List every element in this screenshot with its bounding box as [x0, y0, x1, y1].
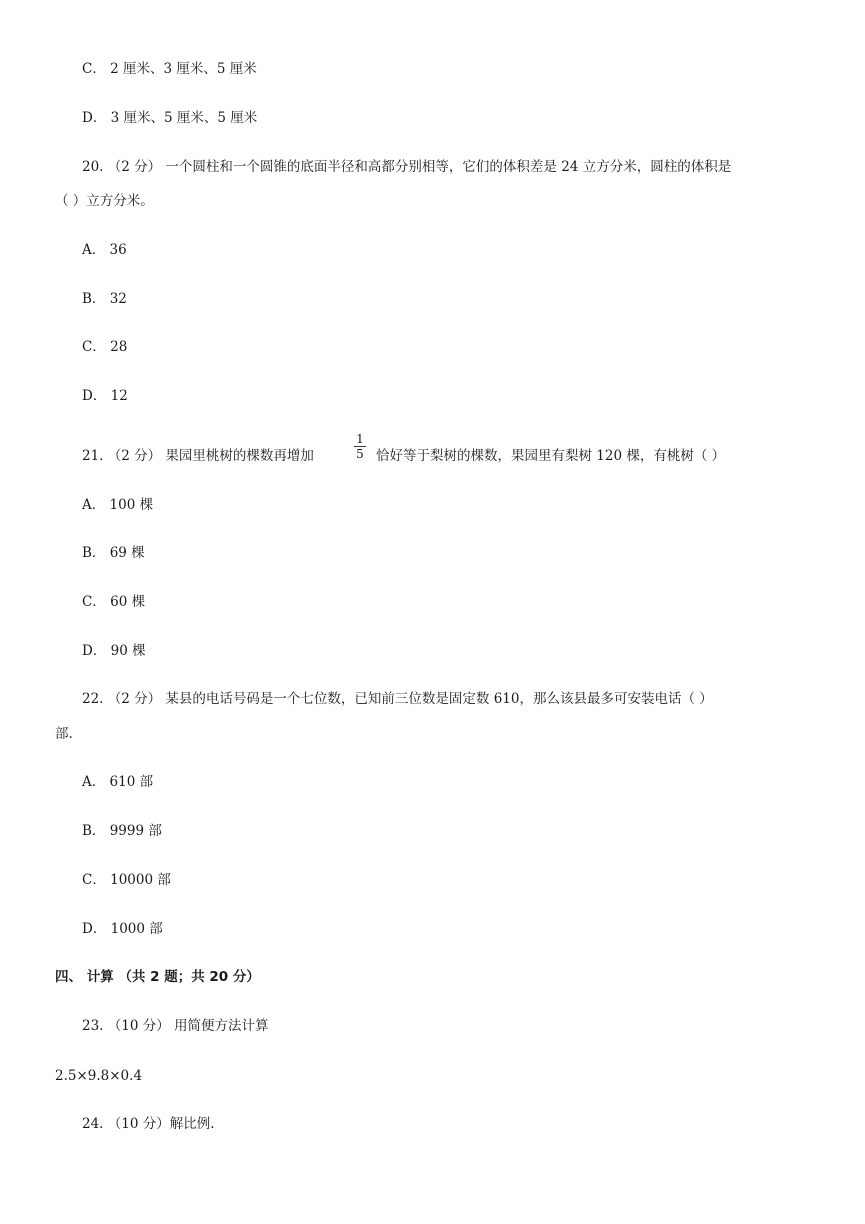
- q23-question: 23. （10 分） 用简便方法计算: [82, 1018, 269, 1034]
- q21-fraction: [354, 433, 366, 460]
- section-heading: 四、 计算 （共 2 题；共 20 分）: [55, 969, 260, 985]
- q20-question-line1: 20. （2 分） 一个圆柱和一个圆锥的底面半径和高都分别相等，它们的体积差是 24 立方分米，圆柱的体积是: [82, 159, 732, 175]
- q24-question: 24. （10 分）解比例.: [82, 1116, 215, 1132]
- q23-expression: 2.5×9.8×0.4: [55, 1068, 143, 1084]
- q21-option-b: B． 69 棵: [82, 545, 145, 561]
- q19-option-d: D． 3 厘米、5 厘米、5 厘米: [82, 110, 258, 126]
- q21-question-part2: 恰好等于梨树的棵数，果园里有梨树 120 棵，有桃树（ ）: [376, 448, 726, 464]
- q22-option-b: B． 9999 部: [82, 823, 162, 839]
- q20-option-a: A． 36: [82, 242, 127, 258]
- q20-question-line2: （ ）立方分米。: [55, 193, 154, 209]
- q22-question-line2: 部.: [55, 726, 73, 742]
- q22-question-line1: 22. （2 分） 某县的电话号码是一个七位数，已知前三位数是固定数 610，那么该县最多可安装电话（ ）: [82, 691, 713, 707]
- fraction-denominator: 5: [356, 447, 364, 461]
- q19-option-c: C． 2 厘米、3 厘米、5 厘米: [82, 61, 257, 77]
- q20-option-c: C． 28: [82, 339, 128, 355]
- fraction-numerator: 1: [356, 432, 364, 446]
- q21-option-d: D． 90 棵: [82, 643, 146, 659]
- q20-option-d: D． 12: [82, 388, 128, 404]
- q20-option-b: B． 32: [82, 291, 127, 307]
- q22-option-c: C． 10000 部: [82, 872, 171, 888]
- q21-option-a: A． 100 棵: [82, 497, 154, 513]
- q22-option-a: A． 610 部: [82, 774, 154, 790]
- q22-option-d: D． 1000 部: [82, 921, 163, 937]
- q21-option-c: C． 60 棵: [82, 594, 146, 610]
- q21-question-part1: 21. （2 分） 果园里桃树的棵数再增加: [82, 448, 314, 464]
